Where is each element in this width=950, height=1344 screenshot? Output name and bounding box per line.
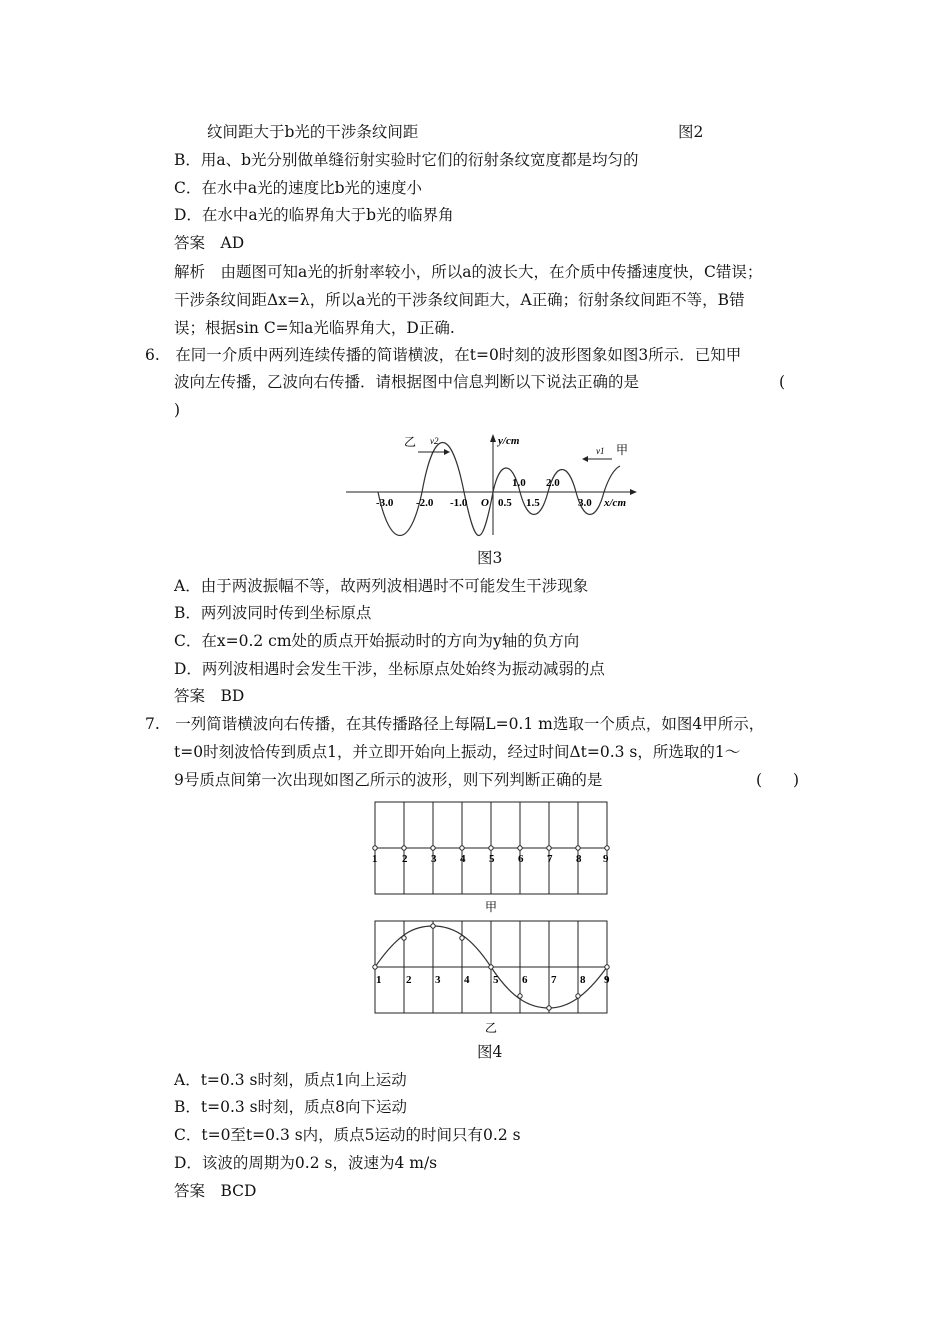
fig4-jia-label-4: 4 — [460, 853, 466, 865]
fig4-yi-point-7 — [547, 1006, 551, 1010]
fig3-tick-1-5: 1.5 — [526, 497, 540, 509]
fig3-label-yi: 乙 — [404, 435, 417, 449]
fig4-jia-point-2 — [402, 846, 406, 850]
fig4-yi-label-7: 7 — [551, 974, 557, 986]
q6-option-a: A．由于两波振幅不等，故两列波相遇时不可能发生干涉现象 — [174, 577, 589, 595]
fig4-jia-caption: 甲 — [485, 900, 498, 914]
fig4-yi-point-1 — [373, 965, 377, 969]
q5-option-d: D．在水中a光的临界角大于b光的临界角 — [174, 206, 454, 224]
fig3-wave-yi — [378, 443, 493, 536]
fig4-yi-label-2: 2 — [406, 974, 412, 986]
q7-stem-line-3: 9号质点间第一次出现如图乙所示的波形，则下列判断正确的是 — [174, 771, 603, 789]
fig4-jia-label-1: 1 — [372, 853, 378, 865]
fig4-jia-point-5 — [489, 846, 493, 850]
fig3-x-arrow-icon — [630, 489, 637, 495]
fig4-yi-label-8: 8 — [580, 974, 586, 986]
q6-option-c: C．在x=0.2 cm处的质点开始振动时的方向为y轴的负方向 — [174, 632, 580, 650]
q7-stem-line-1: 7. 一列简谐横波向右传播，在其传播路径上每隔L=0.1 m选取一个质点，如图4甲所示， — [145, 715, 765, 733]
q5-answer: 答案 AD — [174, 234, 245, 252]
fig4-yi-caption: 乙 — [485, 1021, 498, 1035]
q5-analysis-line-2: 干涉条纹间距Δx=λ，所以a光的干涉条纹间距大，A正确；衍射条纹间距不等，B错 — [174, 291, 745, 309]
q7-fig-caption: 图4 — [477, 1043, 503, 1061]
q7-option-b: B．t=0.3 s时刻，质点8向下运动 — [174, 1098, 408, 1116]
fig3-v2-arrow-icon — [444, 449, 450, 455]
fig4-jia-point-4 — [460, 846, 464, 850]
fig4-jia-label-5: 5 — [489, 853, 495, 865]
fig3-label-jia: 甲 — [616, 443, 629, 457]
fig4-jia-point-3 — [431, 846, 435, 850]
q7-option-a: A．t=0.3 s时刻，质点1向上运动 — [174, 1071, 407, 1089]
fig3-label-v1: v1 — [596, 446, 605, 456]
q5-option-b: B．用a、b光分别做单缝衍射实验时它们的衍射条纹宽度都是均匀的 — [174, 151, 639, 169]
q6-answer: 答案 BD — [174, 687, 245, 705]
fig4-yi-point-9 — [605, 965, 609, 969]
fig4-yi-label-4: 4 — [464, 974, 470, 986]
fig4-jia-label-3: 3 — [431, 853, 437, 865]
fig4-jia-point-9 — [605, 846, 609, 850]
fig3-origin-label: O — [481, 497, 489, 509]
q7-option-d: D．该波的周期为0.2 s，波速为4 m/s — [174, 1154, 438, 1172]
fig4-jia-label-6: 6 — [518, 853, 524, 865]
fig3-tick-2-0: 2.0 — [546, 477, 560, 489]
q7-bracket: ( ) — [756, 771, 800, 789]
fig3-tick-0-5: 0.5 — [498, 497, 512, 509]
fig4-jia-grid — [370, 800, 620, 915]
fig4-jia-point-8 — [576, 846, 580, 850]
fig4-jia-point-7 — [547, 846, 551, 850]
fig4-yi-label-5: 5 — [493, 974, 499, 986]
q5-option-c: C．在水中a光的速度比b光的速度小 — [174, 179, 423, 197]
q6-bracket-open: ( — [779, 373, 786, 391]
fig4-jia-point-1 — [373, 846, 377, 850]
fig3-label-v2: v2 — [430, 436, 439, 446]
q6-fig-caption: 图3 — [477, 549, 503, 567]
fig4-yi-label-1: 1 — [376, 974, 382, 986]
q5-analysis-line-3: 误；根据sin C=知a光临界角大，D正确. — [174, 319, 455, 337]
fig4-yi-label-9: 9 — [604, 974, 610, 986]
fig3-x-axis-label: x/cm — [604, 497, 626, 509]
q5-fig-label: 图2 — [678, 123, 704, 141]
fig3-y-arrow-icon — [490, 434, 496, 442]
q6-option-d: D．两列波相遇时会发生干涉，坐标原点处始终为振动减弱的点 — [174, 660, 605, 678]
q5-option-a-cont: 纹间距大于b光的干涉条纹间距 — [207, 123, 419, 141]
fig4-yi-point-2 — [402, 936, 406, 940]
q6-bracket-close: ) — [174, 401, 181, 419]
fig4-yi-point-3 — [431, 924, 435, 928]
fig3-tick-1-0: 1.0 — [512, 477, 526, 489]
q7-answer: 答案 BCD — [174, 1182, 257, 1200]
fig3-tick-neg-3: -3.0 — [376, 497, 394, 509]
fig4-yi-label-6: 6 — [522, 974, 528, 986]
q5-analysis-line-1: 解析 由题图可知a光的折射率较小，所以a的波长大，在介质中传播速度快，C错误； — [174, 263, 763, 281]
fig3-v1-arrow-icon — [582, 456, 588, 462]
fig4-jia-label-2: 2 — [402, 853, 408, 865]
fig4-yi-grid — [370, 917, 620, 1037]
q7-stem-line-2: t=0时刻波恰传到质点1，并立即开始向上振动，经过时间Δt=0.3 s，所选取的1～ — [174, 743, 741, 761]
fig4-jia-label-7: 7 — [547, 853, 553, 865]
fig4-yi-point-8 — [576, 994, 580, 998]
q7-option-c: C．t=0至t=0.3 s内，质点5运动的时间只有0.2 s — [174, 1126, 521, 1144]
fig3-wave-graph — [340, 430, 640, 540]
q6-stem-line-2: 波向左传播，乙波向右传播．请根据图中信息判断以下说法正确的是 — [174, 373, 640, 391]
q6-option-b: B．两列波同时传到坐标原点 — [174, 604, 372, 622]
fig3-tick-neg-1: -1.0 — [450, 497, 468, 509]
fig4-yi-point-5 — [489, 965, 493, 969]
q6-stem-line-1: 6. 在同一介质中两列连续传播的简谐横波，在t=0时刻的波形图象如图3所示．已知甲 — [145, 346, 742, 364]
fig3-tick-neg-2: -2.0 — [416, 497, 434, 509]
fig3-tick-3-0: 3.0 — [578, 497, 592, 509]
fig3-wave-jia — [493, 466, 620, 515]
fig4-yi-point-4 — [460, 936, 464, 940]
fig4-jia-point-6 — [518, 846, 522, 850]
fig3-y-axis-label: y/cm — [498, 435, 520, 447]
fig4-yi-label-3: 3 — [435, 974, 441, 986]
fig4-yi-point-6 — [518, 994, 522, 998]
fig4-jia-label-8: 8 — [576, 853, 582, 865]
fig4-jia-label-9: 9 — [603, 853, 609, 865]
